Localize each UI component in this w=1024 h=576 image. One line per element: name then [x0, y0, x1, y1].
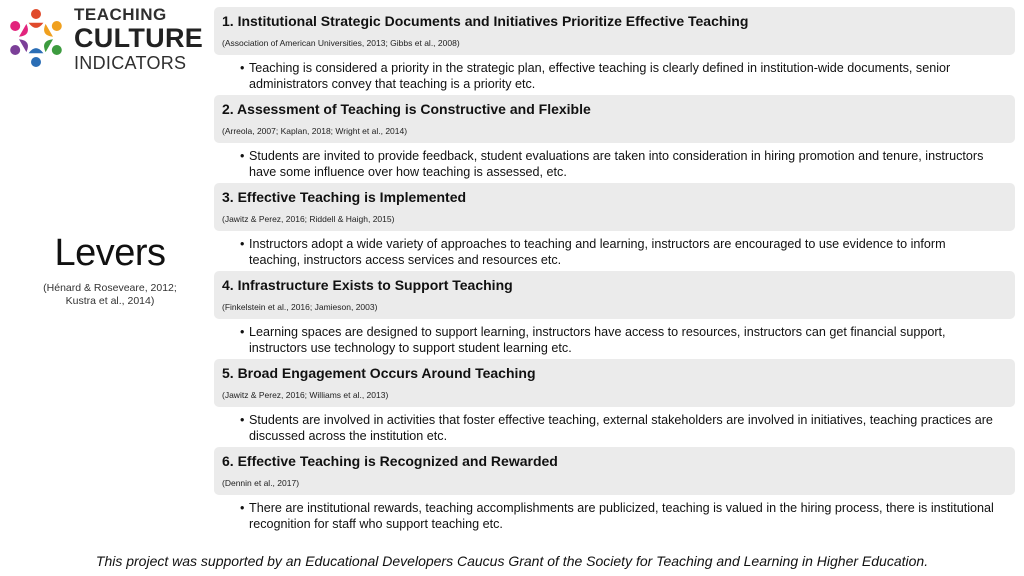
lever-item-2 [214, 95, 1015, 183]
lever-item-4 [214, 271, 1015, 359]
lever-item-5 [214, 359, 1015, 447]
lever-title: 5. Broad Engagement Occurs Around Teaching [222, 365, 536, 381]
lever-citation: (Arreola, 2007; Kaplan, 2018; Wright et al., 2014) [222, 126, 408, 136]
lever-header [214, 271, 1015, 319]
lever-bullet-text: There are institutional rewards, teaching accomplishments are publicized, teaching is valued in the hiring process, there is institutional recognition for staff who support teaching etc. [249, 501, 994, 531]
levers-citation: (Hénard & Roseveare, 2012; Kustra et al., 2014) [43, 281, 177, 307]
lever-citation: (Association of American Universities, 2013; Gibbs et al., 2008) [222, 38, 460, 48]
lever-header [214, 7, 1015, 55]
lever-description [214, 55, 1015, 95]
logo-line-3: INDICATORS [74, 53, 187, 73]
bullet-icon: • [240, 325, 245, 339]
lever-title: 6. Effective Teaching is Recognized and Rewarded [222, 453, 558, 469]
lever-description [214, 143, 1015, 183]
lever-header [214, 447, 1015, 495]
logo-figure-body [19, 39, 28, 52]
lever-citation: (Finkelstein et al., 2016; Jamieson, 2003) [222, 302, 378, 312]
lever-header [214, 359, 1015, 407]
logo-figure-body [44, 24, 53, 37]
lever-description [214, 319, 1015, 359]
levers-heading: Levers [54, 232, 166, 274]
logo-figure-body [44, 39, 53, 52]
logo-figure-head [52, 21, 62, 31]
lever-citation: (Jawitz & Perez, 2016; Riddell & Haigh, 2015) [222, 214, 395, 224]
logo-figure-body [29, 48, 44, 53]
people-circle-logo-icon [4, 6, 68, 70]
logo-line-2: CULTURE [74, 23, 204, 53]
lever-citation: (Jawitz & Perez, 2016; Williams et al., 2013) [222, 390, 389, 400]
bullet-icon: • [240, 413, 245, 427]
lever-title: 4. Infrastructure Exists to Support Teaching [222, 277, 513, 293]
lever-citation: (Dennin et al., 2017) [222, 478, 300, 488]
bullet-icon: • [240, 237, 245, 251]
levers-side-panel [0, 232, 220, 308]
lever-title: 3. Effective Teaching is Implemented [222, 189, 467, 205]
lever-description [214, 495, 1015, 535]
lever-header [214, 183, 1015, 231]
bullet-icon: • [240, 501, 245, 515]
lever-bullet-text: Students are invited to provide feedback, student evaluations are taken into consideration in hiring promotion and tenure, instructors have some influence over how teaching is assessed, etc. [249, 149, 984, 179]
lever-header [214, 95, 1015, 143]
logo-figure-head [52, 45, 62, 55]
lever-description [214, 231, 1015, 271]
teaching-culture-indicators-logo [4, 4, 209, 74]
logo-line-1: TEACHING [74, 5, 167, 24]
levers-list [214, 7, 1015, 535]
logo-figure-head [10, 45, 20, 55]
lever-title: 2. Assessment of Teaching is Constructive and Flexible [222, 101, 591, 117]
lever-bullet-text: Learning spaces are designed to support learning, instructors have access to resources, instructors can get financial support, instructors use technology to support student learning etc. [249, 325, 946, 355]
bullet-icon: • [240, 61, 245, 75]
lever-item-1 [214, 7, 1015, 95]
lever-bullet-text: Teaching is considered a priority in the strategic plan, effective teaching is clearly defined in institution-wide documents, senior administrators convey that teaching is a priority etc. [249, 61, 951, 91]
funding-acknowledgement: This project was supported by an Educational Developers Caucus Grant of the Society for Teaching and Learning in Higher Education. [95, 553, 929, 569]
lever-item-6 [214, 447, 1015, 535]
lever-bullet-text: Students are involved in activities that foster effective teaching, external stakeholders are involved in initiatives, teaching practices are discussed across the institution etc. [249, 413, 993, 443]
bullet-icon: • [240, 149, 245, 163]
logo-figure-head [10, 21, 20, 31]
lever-title: 1. Institutional Strategic Documents and Initiatives Prioritize Effective Teaching [222, 13, 749, 29]
logo-wordmark [74, 6, 203, 72]
logo-figure-head [31, 57, 41, 67]
lever-description [214, 407, 1015, 447]
logo-figure-head [31, 9, 41, 19]
logo-figure-body [29, 23, 44, 28]
logo-figure-body [19, 24, 28, 37]
lever-bullet-text: Instructors adopt a wide variety of approaches to teaching and learning, instructors are encouraged to use evidence to inform teaching, instructors access services and resources etc. [249, 237, 946, 267]
lever-item-3 [214, 183, 1015, 271]
